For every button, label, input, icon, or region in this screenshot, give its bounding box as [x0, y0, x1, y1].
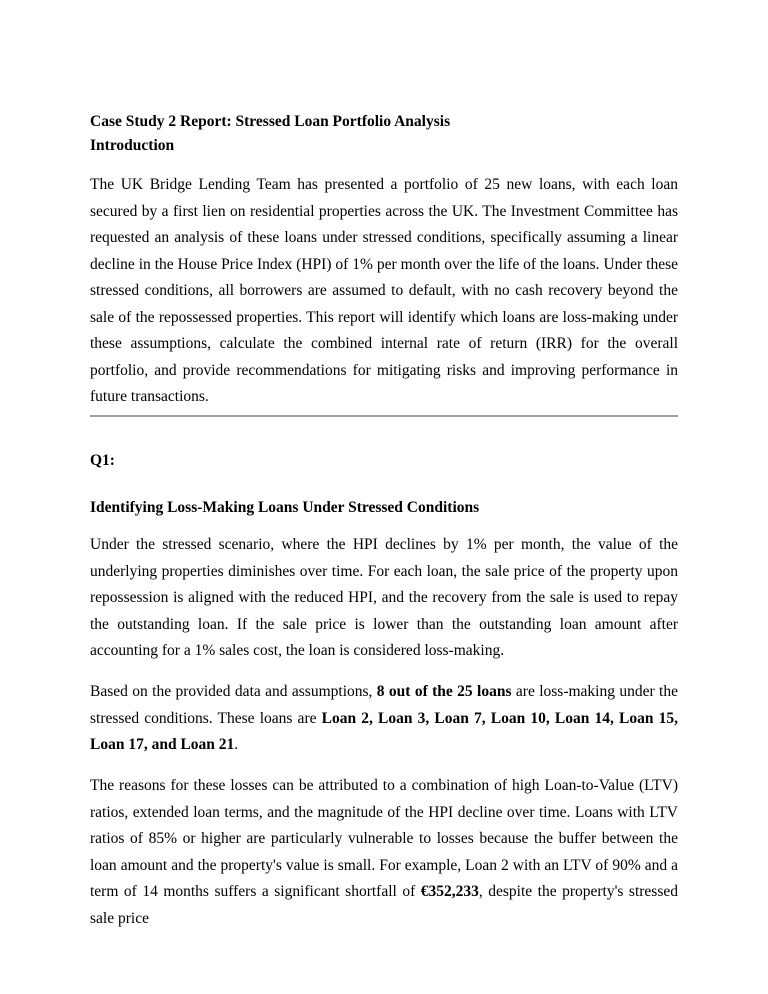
q1-p3-text-before: The reasons for these losses can be attributed to a combination of high Loan-to-Value (LTV) ratios, extended loan terms, and the magnitude of the HPI decline over time. Loans with LTV ratios of 85% or higher are particularly vulnerable to losses because the buffer between the loan amount and the property's value is small. For example, Loan 2 with an LTV of 90% and a term of 14 months suffers a significant shortfall of — [90, 777, 678, 900]
q1-paragraph-3 — [90, 773, 678, 932]
loss-making-count: 8 out of the 25 loans — [376, 683, 512, 700]
q1-p2-text-middle: are loss-making under the stressed conditions. These loans are — [90, 683, 678, 727]
document-title: Case Study 2 Report: Stressed Loan Portfolio Analysis — [90, 113, 451, 130]
q1-p2-text-before: Based on the provided data and assumptions, — [90, 683, 377, 700]
q1-label: Q1: — [90, 452, 115, 469]
introduction-heading: Introduction — [90, 137, 175, 154]
q1-paragraph-1: Under the stressed scenario, where the HPI declines by 1% per month, the value of the underlying properties diminishes over time. For each loan, the sale price of the property upon repossession is aligned with the reduced HPI, and the recovery from the sale is used to repay the outstanding loan. If the sale price is lower than the outstanding loan amount after accounting for a 1% sales cost, the loan is considered loss-making. — [90, 536, 678, 659]
q1-heading: Identifying Loss-Making Loans Under Stressed Conditions — [90, 499, 480, 516]
q1-p3-text-after: , despite the property's stressed sale price — [90, 883, 679, 927]
loss-making-loans-list: Loan 2, Loan 3, Loan 7, Loan 10, Loan 14, Loan 15, Loan 17, and Loan 21 — [90, 709, 678, 753]
q1-p2-text-after: . — [234, 736, 239, 753]
introduction-paragraph: The UK Bridge Lending Team has presented a portfolio of 25 new loans, with each loan secured by a first lien on residential properties across the UK. The Investment Committee has requested an analysis of these loans under stressed conditions, specifically assuming a linear decline in the House Price Index (HPI) of 1% per month over the life of the loans. Under these stressed conditions, all borrowers are assumed to default, with no cash recovery beyond the sale of the repossessed properties. This report will identify which loans are loss-making under these assumptions, calculate the combined internal rate of return (IRR) for the overall portfolio, and provide recommendations for mitigating risks and improving performance in future transactions. — [90, 176, 678, 405]
q1-paragraph-2 — [90, 679, 678, 759]
section-divider — [90, 415, 678, 417]
shortfall-amount: €352,233 — [420, 883, 479, 900]
